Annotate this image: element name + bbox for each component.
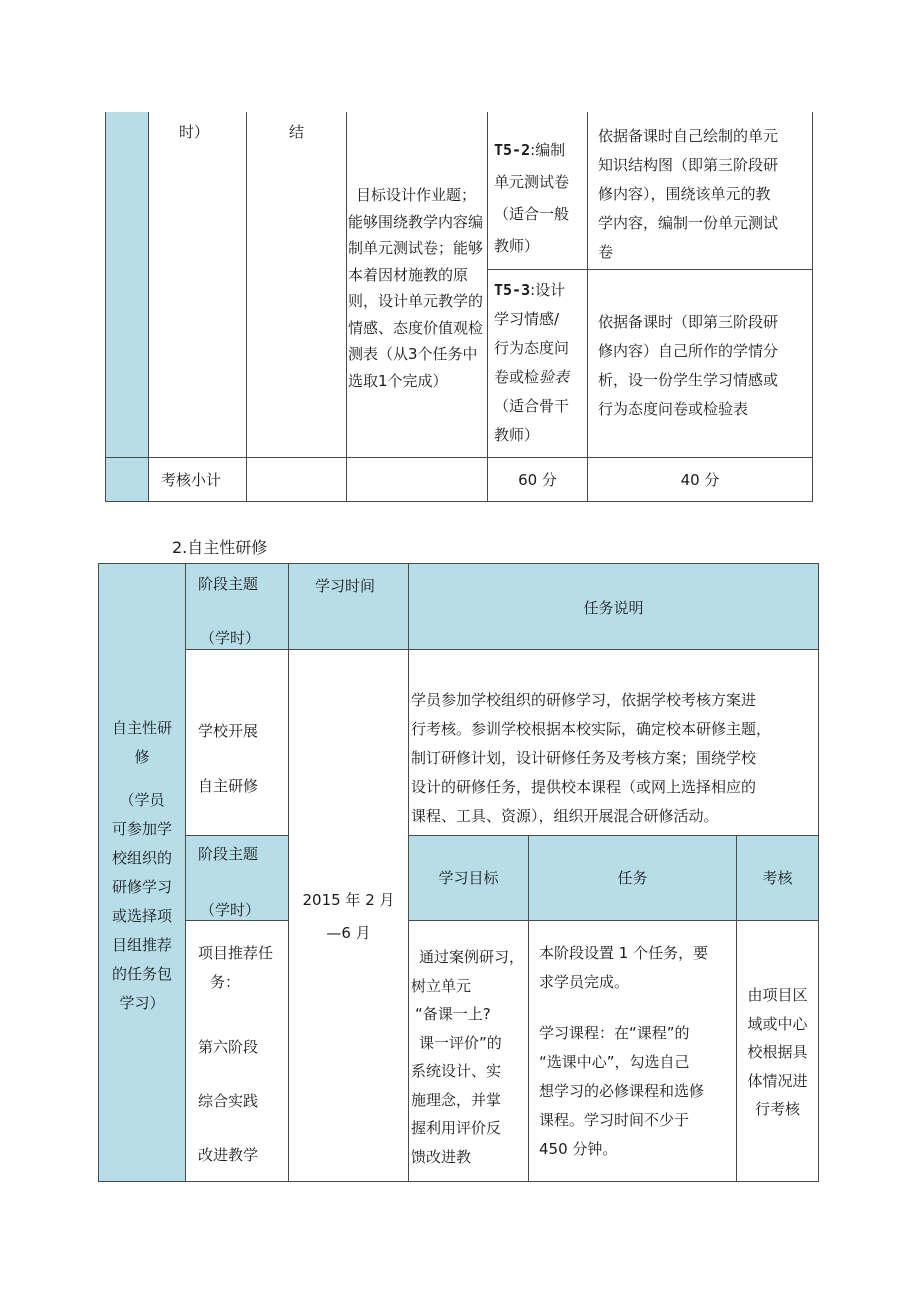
- header-assess: 考核: [762, 869, 793, 887]
- t52-line2: 单元测试卷: [494, 173, 570, 191]
- desc-t53-line: 析，设一份学生学习情感或: [598, 371, 779, 389]
- school-desc-line: 学员参加学校组织的研修学习，依据学校考核方案进: [411, 691, 757, 709]
- assess-line: 校根据具: [747, 1043, 808, 1061]
- project-stage-line: 改进教学: [198, 1146, 259, 1164]
- t53-line1-rest: :设计: [530, 281, 566, 299]
- t52-code: T5-2: [494, 141, 531, 159]
- table1-task-t52: [487, 112, 588, 270]
- school-desc-cell: [408, 649, 819, 836]
- t53-line4: [494, 363, 569, 392]
- score-b-cell: [587, 457, 813, 502]
- t52-line4: 教师）: [494, 237, 540, 255]
- t53-line4b: 验表: [539, 368, 570, 386]
- score-a: 60 分: [518, 471, 557, 489]
- left-col-line: 学习）: [119, 994, 165, 1012]
- t53-line3: 行为态度问: [494, 339, 570, 357]
- left-col-line: 自主性研: [111, 719, 172, 737]
- header-goal-cell: [408, 835, 529, 921]
- subtotal-label: 考核小计: [161, 471, 222, 489]
- time-line: —6 月: [326, 924, 371, 942]
- section-title: 2.自主性研修: [172, 538, 268, 557]
- assess-line: 行考核: [754, 1100, 800, 1118]
- header-stage: 阶段主题: [198, 575, 259, 593]
- subtotal-empty-1: [246, 457, 347, 502]
- goal-line: 通过案例研习，: [419, 948, 525, 966]
- table2-left-col: [98, 563, 186, 1182]
- assess-cell: [736, 920, 819, 1182]
- header-stage2-cell: [185, 835, 289, 921]
- t53-line1: [494, 276, 569, 305]
- table1-col2: [246, 112, 347, 458]
- left-col-line: 可参加学: [111, 820, 172, 838]
- header-task: 任务: [617, 869, 648, 887]
- header-hours2: （学时）: [200, 901, 261, 919]
- header-hours: （学时）: [200, 629, 261, 647]
- desc-t52-line: 知识结构图（即第三阶段研: [598, 156, 779, 174]
- table1-task-t53: [487, 269, 588, 458]
- desc-t52-line: 依据备课时自己绘制的单元: [598, 127, 779, 145]
- score-b: 40 分: [680, 471, 720, 489]
- assess-line: 域或中心: [747, 1014, 808, 1033]
- project-stage-cell: [185, 920, 289, 1182]
- header-assess-cell: [736, 835, 819, 921]
- table1-goal-cell: [346, 112, 488, 458]
- goal-cell: [408, 920, 529, 1182]
- left-col-line: 研修学习: [111, 878, 172, 896]
- goal-line: 握利用评价反: [411, 1119, 502, 1137]
- task-line: 求学员完成。: [539, 973, 630, 991]
- goal-line: 系统设计、实: [411, 1062, 502, 1080]
- table1-col1: [148, 112, 247, 458]
- desc-t52-line: 学内容，编制一份单元测试: [598, 214, 779, 232]
- goal-line: 施理念，并掌: [411, 1090, 502, 1109]
- t53-code: T5-3: [494, 281, 531, 299]
- t52-line3: （适合一般: [494, 205, 570, 223]
- task-line: 学习课程：在“课程”的: [539, 1024, 690, 1042]
- table1-desc-t52: [587, 112, 813, 270]
- subtotal-blue: [105, 457, 149, 502]
- left-col-line: 修: [134, 748, 150, 766]
- task-line: 本阶段设置 1 个任务，要: [539, 944, 709, 962]
- school-stage-line: 学校开展: [198, 722, 259, 740]
- school-desc-line: 行考核。参训学校根据本校实际，确定校本研修主题，: [411, 720, 772, 738]
- subtotal-label-cell: [148, 457, 247, 502]
- goal-line: 树立单元: [411, 976, 472, 995]
- table1-col1-text: 时）: [179, 123, 210, 141]
- left-col-line: 的任务包: [111, 965, 172, 983]
- t53-line2: 学习情感/: [494, 310, 560, 328]
- header-goal: 学习目标: [438, 869, 499, 887]
- school-desc-line: 制订研修计划，设计研修任务及考核方案；围绕学校: [411, 749, 757, 767]
- school-stage-line: 自主研修: [198, 777, 259, 795]
- score-a-cell: [487, 457, 588, 502]
- school-desc-line: 设计的研修任务，提供校本课程（或网上选择相应的: [411, 778, 757, 796]
- project-stage-line: 综合实践: [198, 1092, 259, 1110]
- header-task-desc-cell: [408, 563, 819, 650]
- goal-line: 课一评价”的: [419, 1033, 502, 1052]
- project-stage-line: 务：: [210, 973, 241, 991]
- left-col-line: 目组推荐: [111, 936, 172, 954]
- header-stage-cell: [185, 563, 289, 650]
- header-task-desc: 任务说明: [583, 599, 644, 617]
- header-stage2: 阶段主题: [198, 845, 259, 863]
- header-task-cell: [528, 835, 737, 921]
- t53-line4a: 卷或检: [494, 368, 540, 386]
- header-time: 学习时间: [315, 577, 376, 595]
- assess-line: 由项目区: [747, 986, 808, 1004]
- t53-line5: （适合骨干: [494, 397, 570, 415]
- table1-goal-text: 目标设计作业题；能够围绕教学内容编制单元测试卷；能够本着因材施教的原则，设计单元教学的情感、态度价值观检测表（从3个任务中选取1个完成）: [348, 186, 484, 390]
- project-stage-line: 第六阶段: [198, 1038, 259, 1056]
- time-line: 2015 年 2 月: [302, 891, 395, 909]
- desc-t53-line: 依据备课时（即第三阶段研: [598, 313, 779, 331]
- task-line: 想学习的必修课程和选修: [539, 1082, 705, 1100]
- desc-t53-line: 修内容）自己所作的学情分: [598, 342, 779, 360]
- project-stage-line: 项目推荐任: [198, 944, 274, 962]
- desc-t52-line: 修内容），围绕该单元的教: [598, 185, 771, 203]
- assess-line: 体情况进: [747, 1071, 808, 1090]
- task-cell: [528, 920, 737, 1182]
- desc-t52-line: 卷: [598, 243, 614, 261]
- school-stage-cell: [185, 649, 289, 836]
- left-col-line: （学员: [119, 791, 165, 809]
- school-desc-line: 课程、工具、资源），组织开展混合研修活动。: [411, 807, 719, 825]
- left-col-line: [99, 772, 185, 786]
- goal-line: 馈改进教: [411, 1147, 472, 1166]
- left-col-line: 或选择项: [111, 907, 172, 925]
- table1-desc-t53: [587, 269, 813, 458]
- desc-t53-line: 行为态度问卷或检验表: [598, 400, 749, 418]
- left-col-line: 校组织的: [111, 849, 172, 867]
- time-cell: [288, 649, 409, 1182]
- table1-col2-text: 结: [289, 123, 305, 141]
- goal-line: “备课一上?: [415, 1005, 491, 1023]
- subtotal-empty-2: [346, 457, 488, 502]
- task-line: 450 分钟。: [539, 1140, 618, 1158]
- header-time-cell: [288, 563, 409, 650]
- t52-line1: [494, 134, 569, 166]
- task-line: 课程。学习时间不少于: [539, 1111, 690, 1129]
- task-line: “选课中心”，勾选自己: [539, 1053, 690, 1071]
- t52-line1-rest: :编制: [530, 141, 566, 159]
- t53-line6: 教师）: [494, 426, 540, 444]
- table1-blue-col: [105, 112, 149, 458]
